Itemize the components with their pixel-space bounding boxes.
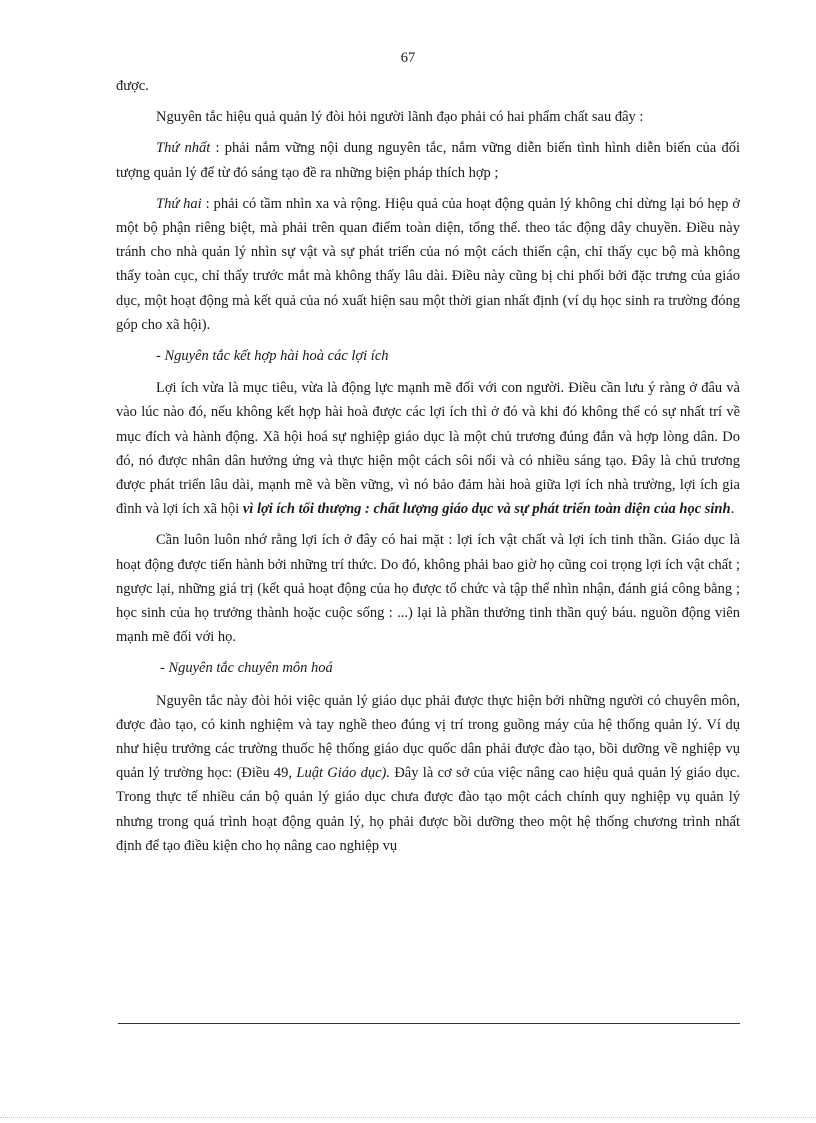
page-number: 67 (400, 50, 416, 66)
section-heading-specialization: - Nguyên tắc chuyên môn hoá (160, 660, 333, 677)
paragraph-continuation: được. (116, 78, 149, 94)
specialization-text: Nguyên tắc này đòi hỏi việc quản lý giáo dục phải được thực hiện bởi những người có chuyên môn, được đào tạo, có kinh nghiệm và tay nghề theo đúng vị trí trong guồng máy của hệ thống quản lý. Ví dụ như hiệu trưởng các trường thuốc hệ thống giáo dục quốc dân phải được đào tạo, bồi dưỡng về nghiệp vụ quản lý trường học: (Điều 49, (116, 692, 740, 782)
paragraph-effectiveness-intro: Nguyên tắc hiệu quả quản lý đòi hỏi người lãnh đạo phải có hai phẩm chất sau đây : (156, 109, 644, 126)
second-label: Thứ hai (156, 195, 202, 212)
page-bottom-border (0, 1117, 816, 1118)
paragraph-two-aspects: Cần luôn luôn nhớ rằng lợi ích ở đây có hai mặt : lợi ích vật chất và lợi ích tinh thần. Giáo dục là hoạt động được tiến hành bởi những trí thức. Do đó, không phải bao giờ họ cũng coi trọng lợi ích vật chất ; ngược lại, những giá trị (kết quả hoạt động của họ được tổ chức và tập thể nhìn nhận, đánh giá công bằng ; học sinh của họ trưởng thành hoặc cuộc sống : ...) lại là phần thưởng tinh thần quý báu. nguồn động viên mạnh mẽ đối với họ. (116, 532, 740, 646)
benefits-emphasis: vì lợi ích tối thượng : chất lượng giáo dục và sự phát triển toàn diện của học sinh (242, 501, 731, 518)
specialization-rest: Đây là cơ sở của việc nâng cao hiệu quả quản lý giáo dục. Trong thực tế nhiều cán bộ quản lý giáo dục chưa được đào tạo một cách chính quy nghiệp vụ quản lý nhưng trong quá trình hoạt động quản lý, họ phải được bồi dưỡng theo một hệ thống chương trình nhất định để tạo điều kiện cho họ nâng cao nghiệp vụ (116, 765, 740, 854)
footer-rule (118, 1023, 740, 1024)
page-body (116, 74, 740, 865)
paragraph-second-quality (116, 192, 740, 337)
first-text: : phải nắm vững nội dung nguyên tắc, nắm vững diễn biến tình hình diễn biến của đối tượng quản lý để từ đó sáng tạo đề ra những biện pháp thích hợp ; (116, 140, 740, 181)
paragraph-specialization (116, 689, 740, 858)
benefits-text: Lợi ích vừa là mục tiêu, vừa là động lực mạnh mẽ đối với con người. Điều cần lưu ý ràng ở đâu và vào lúc nào đó, nếu không kết hợp hài hoà được các lợi ích thì ở đó và khi đó không thể có sự nhất trí về mục đích và hành động. Xã hội hoá sự nghiệp giáo dục là một chủ trương đúng đắn và hợp lòng dân. Do đó, nó được nhân dân hưởng ứng và thực hiện một cách sôi nổi và có nhiều sáng tạo. Đây là chủ trương được phát triển lâu dài, mạnh mẽ và bền vững, vì nó bảo đảm hài hoà giữa lợi ích nhà trường, lợi ích gia đình và lợi ích xã hội (116, 380, 740, 518)
second-text: : phải có tầm nhìn xa và rộng. Hiệu quả của hoạt động quản lý không chỉ dừng lại bó hẹp ở một bộ phận riêng biệt, mà phải trên quan điểm toàn diện, tổng thể. theo tác động dây chuyền. Điều này tránh cho nhà quản lý nhìn sự vật và sự phát triển của nó một cách thiển cận, chỉ thấy cục bộ mà không thấy toàn cục, chỉ thấy trước mắt mà không thấy lâu dài. Điều này cũng bị chi phối bởi đặc trưng của giáo dục, một hoạt động mà kết quả của nó xuất hiện sau một thời gian nhất định (ví dụ học sinh ra trường đóng góp cho xã hội). (116, 195, 740, 333)
section-heading-harmony: - Nguyên tắc kết hợp hài hoà các lợi ích (156, 348, 389, 365)
law-reference: Luật Giáo dục). (296, 765, 390, 782)
paragraph-benefits (116, 376, 740, 521)
benefits-end: . (730, 501, 735, 518)
paragraph-first-quality (116, 136, 740, 184)
first-label: Thứ nhất (156, 140, 211, 157)
